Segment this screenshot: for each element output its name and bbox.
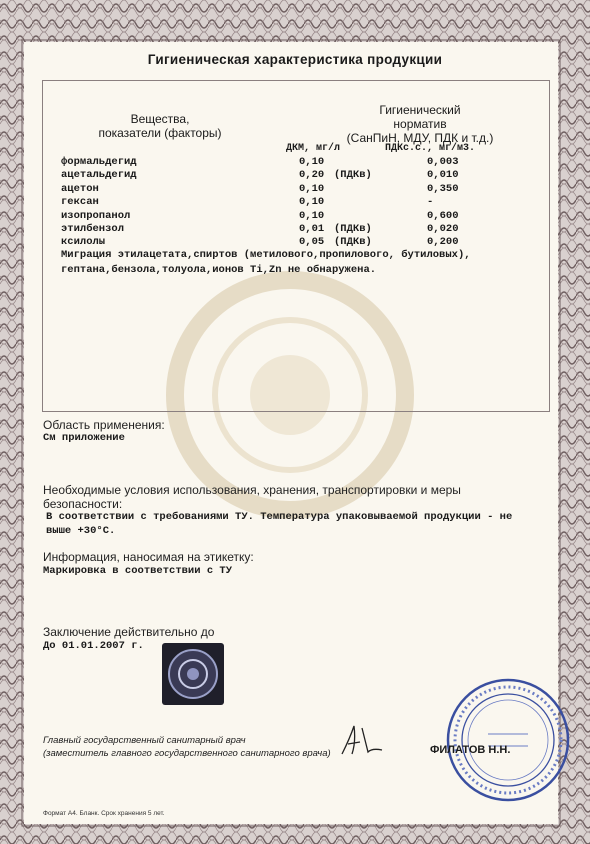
pdk-value: 0,200: [427, 236, 459, 249]
norm-header: [320, 103, 520, 145]
hologram-seal-icon: [162, 643, 224, 705]
migration-text: гептана,бензола,толуола,ионов Ti,Zn не обнаружена.: [61, 264, 377, 276]
official-stamp-icon: [444, 676, 572, 804]
pdk-column-header: ПДКс.с., мг/м3.: [385, 143, 476, 154]
conditions-value: В соответствии с требованиями ТУ. Температура упаковываемой продукции - не: [46, 511, 513, 523]
dkm-column-header: ДКМ, мг/л: [286, 143, 341, 154]
application-label: Область применения:: [43, 418, 165, 432]
validity-value: До 01.01.2007 г.: [43, 640, 144, 652]
substances-header: [60, 112, 260, 140]
substance-name: ацетальдегид: [61, 169, 137, 182]
signature-icon: [338, 718, 386, 760]
conditions-label: безопасности:: [43, 497, 123, 511]
pdk-value: 0,020: [427, 223, 459, 235]
dkm-value: 0,10: [299, 156, 325, 168]
pdk-value: 0,350: [427, 182, 459, 195]
pdk-value: 0,010: [427, 169, 459, 182]
conditions-label: Необходимые условия использования, хранения, транспортировки и меры: [43, 483, 461, 497]
dkm-note: (ПДКв): [334, 236, 372, 249]
dkm-value: 0,10: [299, 196, 325, 209]
dkm-value: 0,10: [299, 209, 325, 222]
doctor-title: Главный государственный санитарный врач: [43, 735, 246, 746]
substance-name: гексан: [61, 196, 99, 209]
substance-name: формальдегид: [61, 156, 137, 168]
application-value: См приложение: [43, 432, 125, 444]
page-title: Гигиеническая характеристика продукции: [147, 52, 443, 67]
substances-header-line: показатели (факторы): [98, 126, 222, 140]
form-footer: Формат А4. Бланк. Срок хранения 5 лет.: [43, 810, 165, 817]
migration-text: Миграция этилацетата,спиртов (метилового,пропилового, бутиловых),: [61, 249, 471, 261]
pdk-value: 0,600: [427, 209, 459, 222]
substance-name: ксилолы: [61, 236, 106, 249]
substance-name: этилбензол: [61, 223, 125, 235]
substances-header-line: Вещества,: [130, 112, 190, 126]
norm-header-line: (СанПиН, МДУ, ПДК и т.д.): [346, 131, 494, 145]
dkm-value: 0,01: [299, 223, 325, 235]
norm-header-line: норматив: [393, 117, 447, 131]
norm-header-line: Гигиенический: [379, 103, 461, 117]
label-info-value: Маркировка в соответствии с ТУ: [43, 565, 233, 577]
dkm-note: (ПДКв): [334, 169, 372, 182]
dkm-value: 0,20: [299, 169, 325, 182]
signatory-name: ФИЛАТОВ Н.Н.: [430, 744, 511, 756]
dkm-value: 0,10: [299, 182, 325, 195]
dkm-value: 0,05: [299, 236, 325, 249]
label-info-label: Информация, наносимая на этикетку:: [43, 550, 254, 564]
validity-label: Заключение действительно до: [43, 625, 215, 639]
pdk-value: -: [427, 196, 434, 209]
conditions-value: выше +30°С.: [46, 525, 116, 537]
dkm-note: (ПДКв): [334, 223, 372, 235]
pdk-value: 0,003: [427, 156, 459, 168]
substance-name: изопропанол: [61, 209, 131, 222]
doctor-title: (заместитель главного государственного санитарного врача): [43, 748, 331, 759]
substance-name: ацетон: [61, 182, 99, 195]
